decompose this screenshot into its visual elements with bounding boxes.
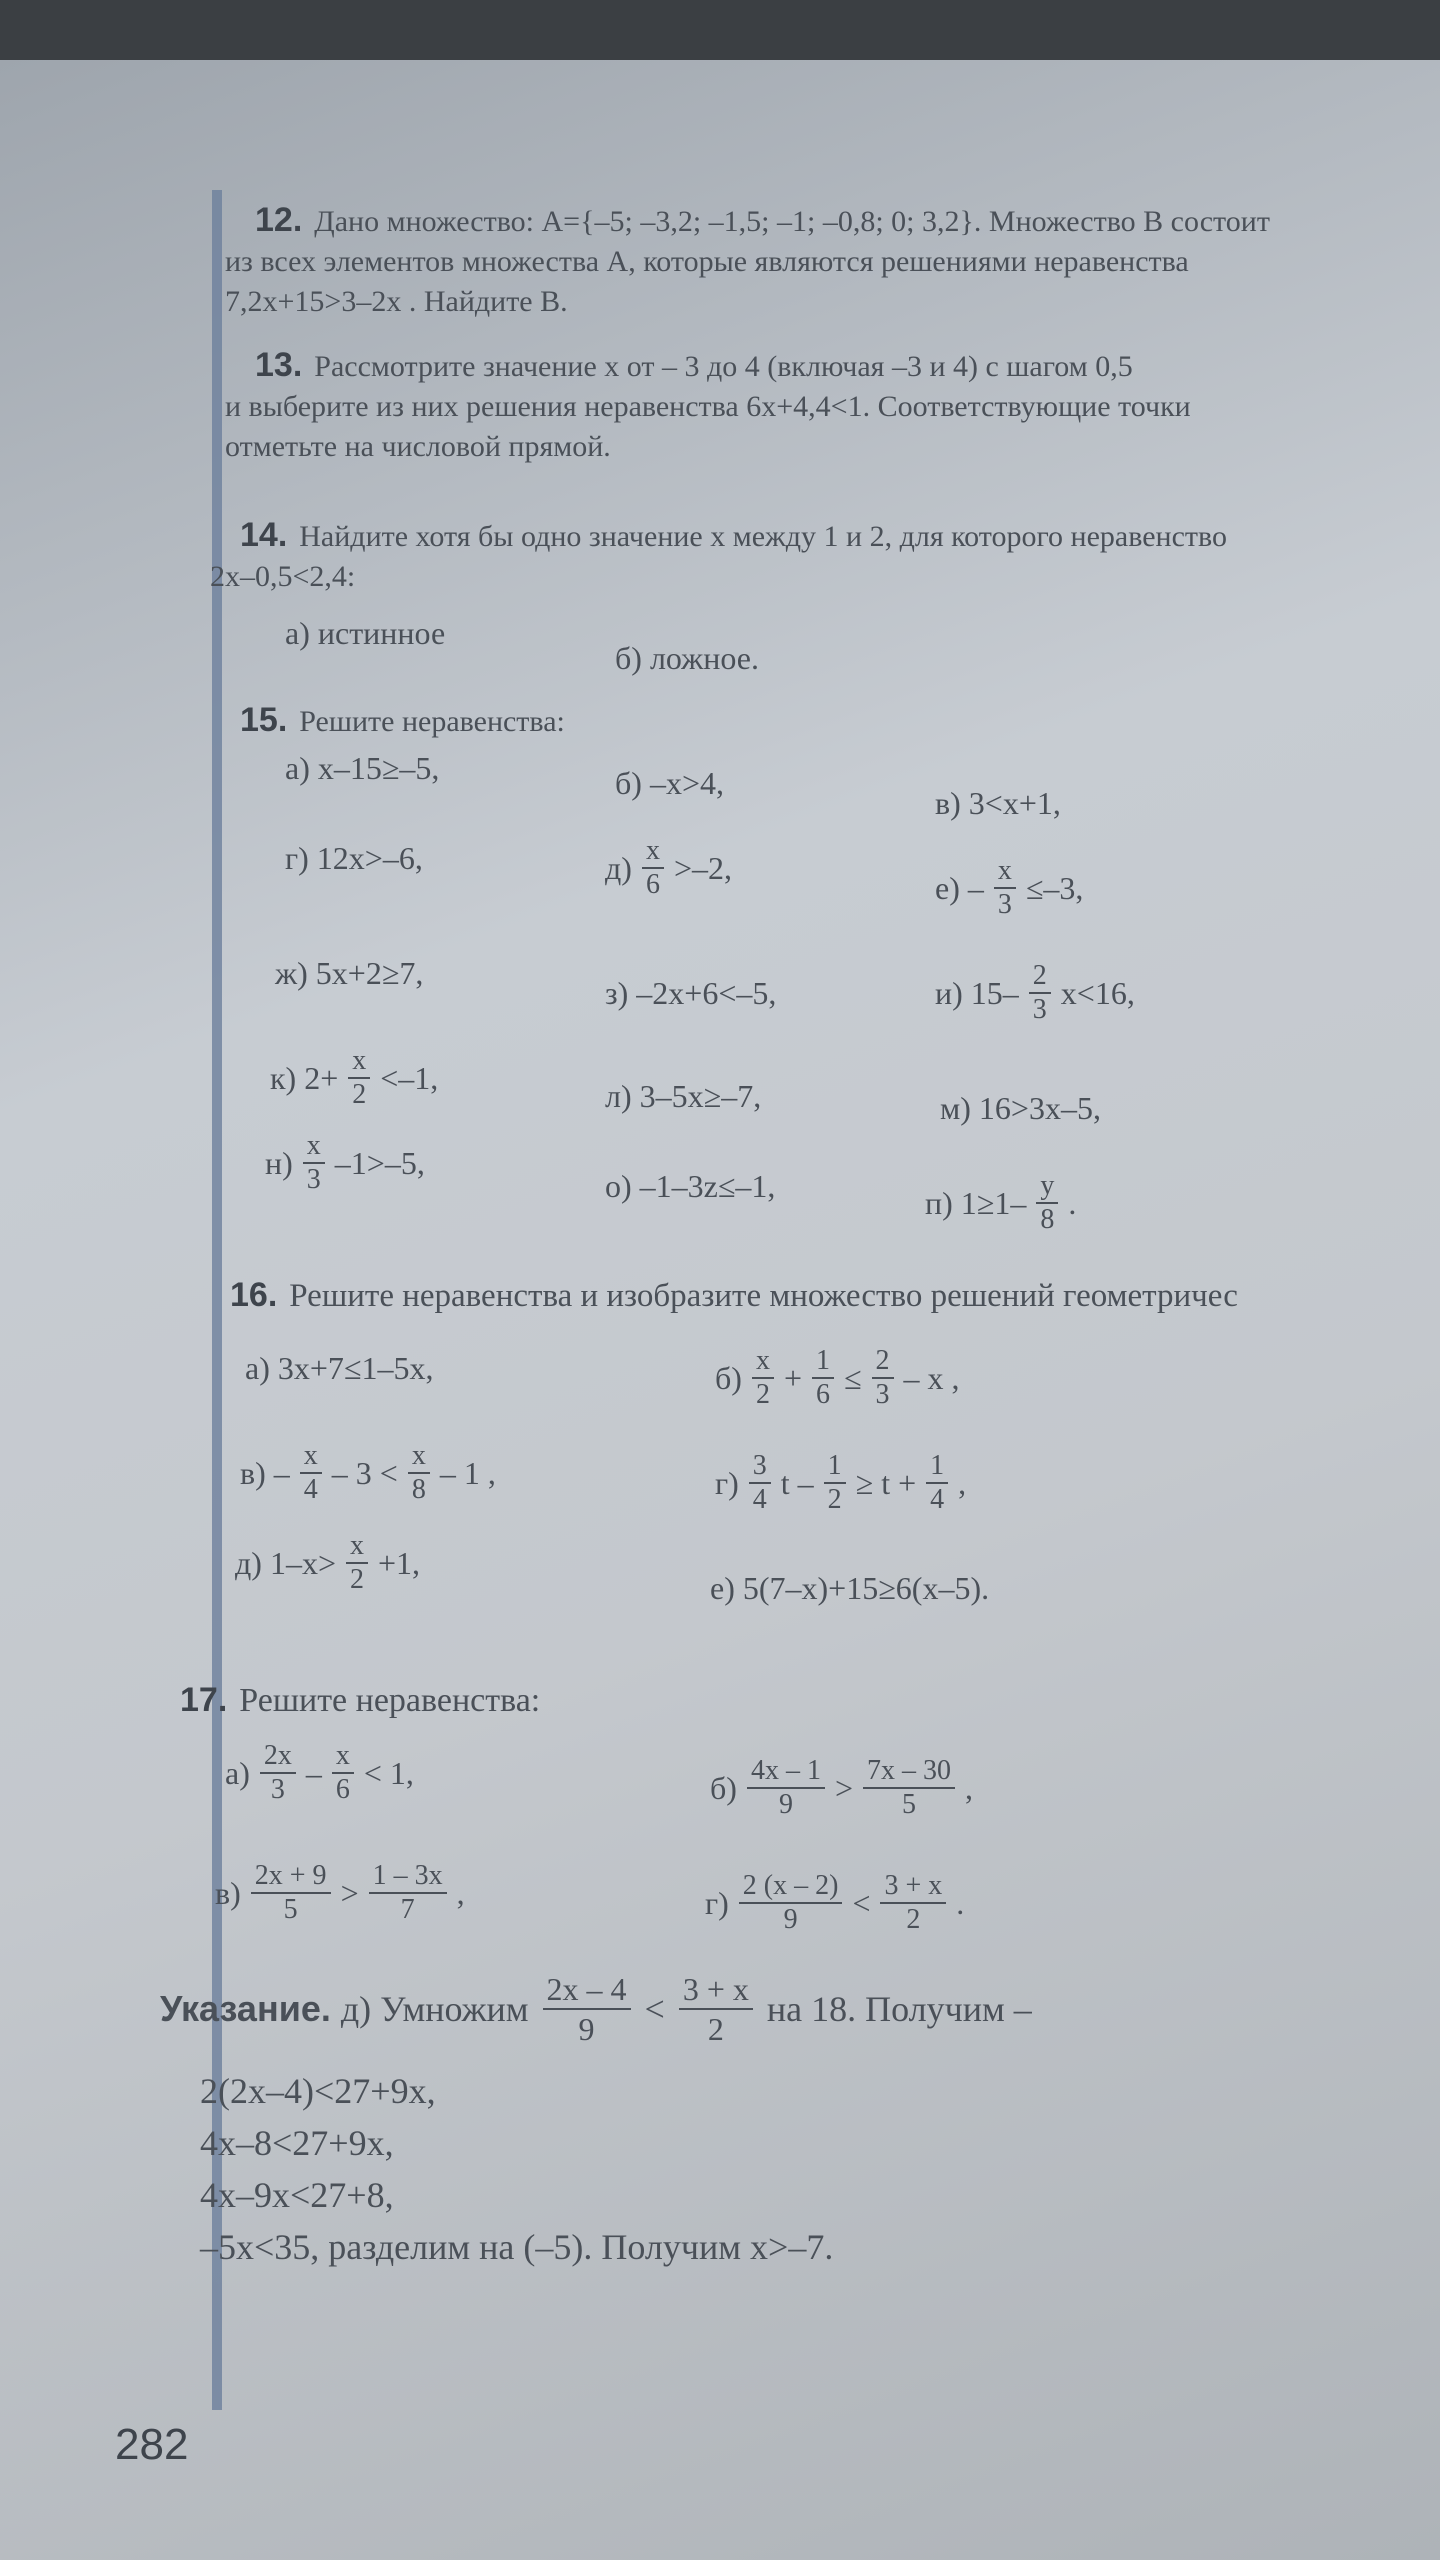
option-a: а) истинное — [285, 615, 446, 651]
fraction: $\frac{x}{3}$ — [303, 1130, 325, 1196]
problem-number: 17. — [180, 1681, 228, 1719]
problem-16 — [230, 1275, 1238, 1316]
problem-number: 13. — [255, 346, 303, 384]
step-line: 2(2x–4)<27+9x, — [200, 2071, 436, 2111]
hint-label: Указание. — [160, 1988, 331, 2029]
ineq-15b: б) –x>4, — [615, 765, 724, 801]
fraction: $\frac{x}{2}$ — [752, 1345, 774, 1411]
problem-12 — [225, 200, 1270, 322]
problem-number: 14. — [240, 516, 288, 554]
fraction: $\frac{x}{6}$ — [642, 835, 664, 901]
fraction: $\frac{3 + x}{2}$ — [679, 1970, 753, 2048]
problem-text: и выберите из них решения неравенства 6x+4,4<1. Соответствующие точки — [225, 390, 1191, 423]
fraction: $\frac{2x}{3}$ — [260, 1740, 296, 1806]
fraction: $\frac{1}{2}$ — [824, 1450, 846, 1516]
problem-text: Найдите хотя бы одно значение x между 1 и 2, для которого неравенство — [299, 520, 1227, 553]
fraction: $\frac{y}{8}$ — [1036, 1170, 1058, 1236]
ineq-15l: л) 3–5x≥–7, — [605, 1078, 762, 1114]
ineq-16a: а) 3x+7≤1–5x, — [245, 1350, 434, 1386]
fraction: $\frac{2x - 4}{9}$ — [543, 1970, 631, 2048]
ineq-15n: н) $\frac{x}{3}$ –1>–5, — [265, 1130, 425, 1195]
fraction: $\frac{x}{2}$ — [348, 1045, 370, 1111]
ineq-17g: г) $\frac{2 (x - 2)}{9}$ < $\frac{3 + x}{2}$ . — [705, 1870, 965, 1935]
problem-14 — [210, 515, 1227, 597]
problem-title: Решите неравенства и изобразите множество решений геометричес — [289, 1278, 1238, 1314]
ineq-16g: г) $\frac{3}{4}$ t – $\frac{1}{2}$ ≥ t + $\frac{1}{4}$ , — [715, 1450, 967, 1515]
option-b: б) ложное. — [615, 640, 759, 676]
ineq-16v: в) – $\frac{x}{4}$ – 3 < $\frac{x}{8}$ – 1 , — [240, 1440, 496, 1505]
fraction: $\frac{2}{3}$ — [1029, 960, 1051, 1026]
ineq-15e: е) – $\frac{x}{3}$ ≤–3, — [935, 855, 1084, 920]
problem-number: 15. — [240, 701, 288, 739]
ineq-15p: п) 1≥1– $\frac{y}{8}$ . — [925, 1170, 1077, 1235]
fraction: $\frac{3}{4}$ — [749, 1450, 771, 1516]
fraction: $\frac{7x - 30}{5}$ — [863, 1755, 955, 1821]
problem-number: 16. — [230, 1276, 278, 1314]
step-line: –5x<35, разделим на (–5). Получим x>–7. — [200, 2227, 834, 2267]
ineq-15g: г) 12x>–6, — [285, 840, 423, 876]
ineq-17a: а) $\frac{2x}{3}$ – $\frac{x}{6}$ < 1, — [225, 1740, 414, 1805]
ineq-15d: д) $\frac{x}{6}$ >–2, — [605, 835, 732, 900]
ineq-15k: к) 2+ $\frac{x}{2}$ <–1, — [270, 1045, 439, 1110]
ineq-17v: в) $\frac{2x + 9}{5}$ > $\frac{1 - 3x}{7}$ , — [215, 1860, 465, 1925]
fraction: $\frac{1}{6}$ — [812, 1345, 834, 1411]
problem-number: 12. — [255, 201, 303, 239]
ineq-16e: е) 5(7–x)+15≥6(x–5). — [710, 1570, 990, 1606]
fraction: $\frac{1}{4}$ — [926, 1450, 948, 1516]
ineq-15o: о) –1–3z≤–1, — [605, 1168, 776, 1204]
fraction: $\frac{4x - 1}{9}$ — [747, 1755, 825, 1821]
ineq-16b: б) $\frac{x}{2}$ + $\frac{1}{6}$ ≤ $\frac{2}{3}$ – x , — [715, 1345, 960, 1410]
step-line: 4x–9x<27+8, — [200, 2175, 394, 2215]
solution-steps — [200, 2065, 833, 2273]
problem-17 — [180, 1680, 540, 1721]
problem-13 — [225, 345, 1191, 467]
ineq-15z: з) –2x+6<–5, — [605, 975, 777, 1011]
fraction: $\frac{x}{3}$ — [994, 855, 1016, 921]
ineq-15m: м) 16>3x–5, — [940, 1090, 1101, 1126]
step-line: 4x–8<27+9x, — [200, 2123, 394, 2163]
hint: Указание. д) Умножим $\frac{2x - 4}{9}$ < $\frac{3 + x}{2}$ на 18. Получим – — [160, 1971, 1032, 2047]
ineq-15i: и) 15– $\frac{2}{3}$ x<16, — [935, 960, 1135, 1025]
fraction: $\frac{x}{8}$ — [408, 1440, 430, 1506]
textbook-page — [0, 60, 1440, 2560]
problem-title: Решите неравенства: — [239, 1682, 541, 1719]
problem-text: из всех элементов множества A, которые являются решениями неравенства — [225, 245, 1189, 278]
problem-15 — [240, 700, 565, 742]
fraction: $\frac{1 - 3x}{7}$ — [369, 1860, 447, 1926]
ineq-15v: в) 3<x+1, — [935, 785, 1061, 821]
fraction: $\frac{x}{2}$ — [346, 1530, 368, 1596]
problem-text: 7,2x+15>3–2x . Найдите B. — [225, 285, 568, 318]
ineq-16d: д) 1–x> $\frac{x}{2}$ +1, — [235, 1530, 421, 1595]
fraction: $\frac{2 (x - 2)}{9}$ — [739, 1870, 843, 1936]
problem-text: 2x–0,5<2,4: — [210, 560, 356, 593]
ineq-15a: а) x–15≥–5, — [285, 750, 440, 786]
problem-text: Дано множество: A={–5; –3,2; –1,5; –1; –0,8; 0; 3,2}. Множество B состоит — [314, 205, 1270, 238]
problem-text: отметьте на числовой прямой. — [225, 430, 611, 463]
fraction: $\frac{2x + 9}{5}$ — [251, 1860, 331, 1926]
fraction: $\frac{x}{6}$ — [332, 1740, 354, 1806]
page-number: 282 — [115, 2420, 189, 2469]
ineq-15zh: ж) 5x+2≥7, — [275, 955, 424, 991]
fraction: $\frac{3 + x}{2}$ — [880, 1870, 946, 1936]
ineq-17b: б) $\frac{4x - 1}{9}$ > $\frac{7x - 30}{5}$ , — [710, 1755, 973, 1820]
problem-text: Рассмотрите значение x от – 3 до 4 (включая –3 и 4) с шагом 0,5 — [314, 350, 1133, 383]
problem-title: Решите неравенства: — [299, 705, 565, 738]
fraction: $\frac{2}{3}$ — [872, 1345, 894, 1411]
fraction: $\frac{x}{4}$ — [300, 1440, 322, 1506]
